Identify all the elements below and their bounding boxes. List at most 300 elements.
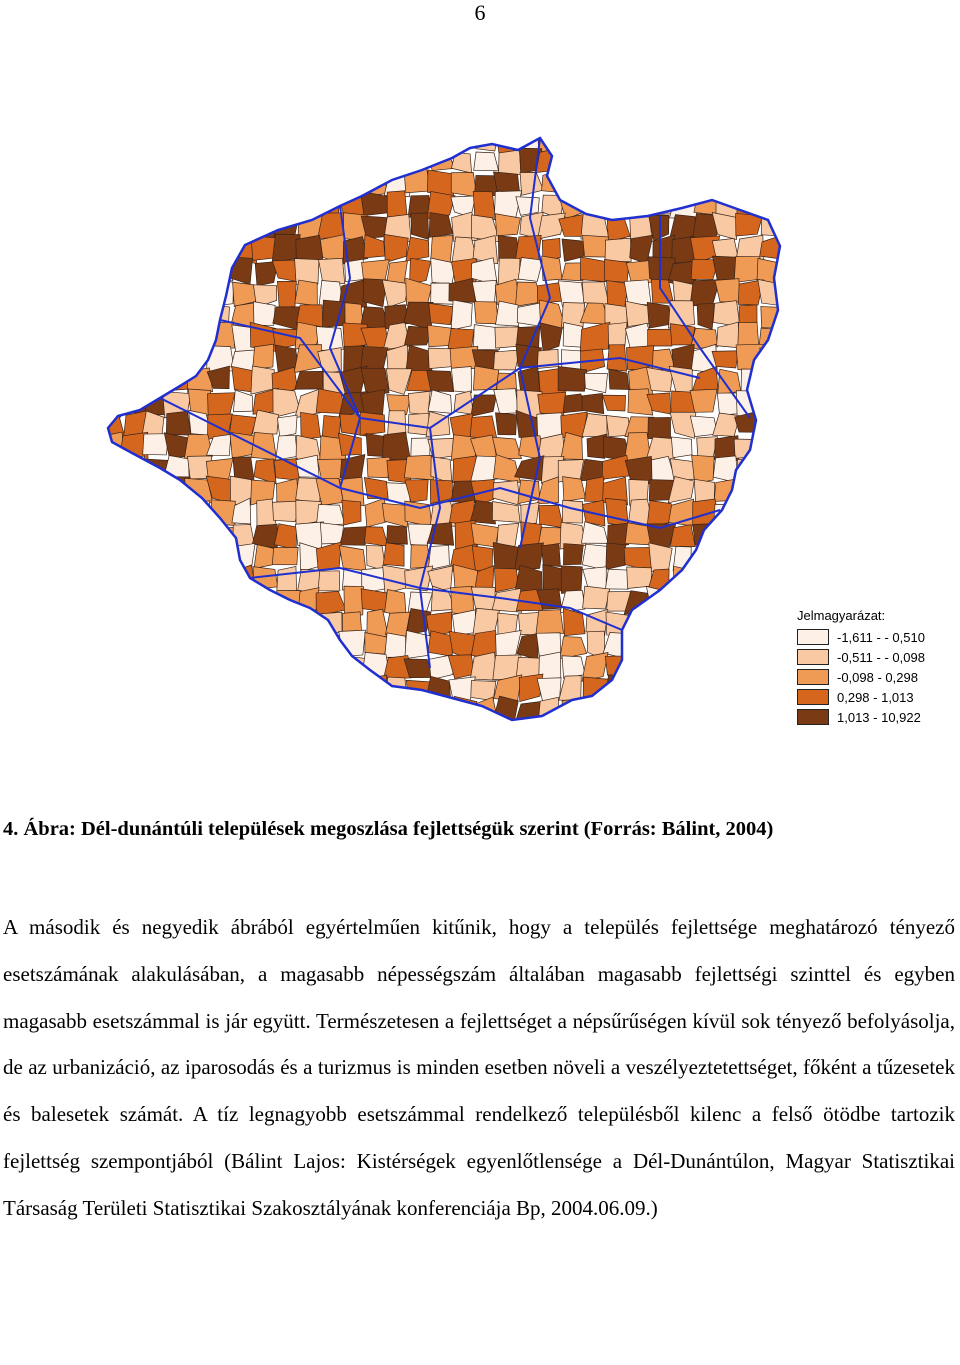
body-paragraph: A második és negyedik ábrából egyértelműen kitűnik, hogy a település fejlettsége meghatározó tényező esetszámának alakulásában, a magasabb népességszám általában magasabb fejlettségi szinttel és egyben magasabb esetszámmal is jár együtt. Természetesen a fejlettséget a népsűrűségen kívül sok tényező befolyásolja, de az urbanizáció, az iparosodás és a turizmus is minden esetben növeli a veszélyeztetettséget, főként a tűzesetek és balesetek számát. A tíz legnagyobb esetszámmal rendelkező településből kilenc a felső ötödbe tartozik fejlettség szempontjából (Bálint Lajos: Kistérségek egyenlőtlensége a Dél-Dunántúlon, Magyar Statisztikai Társaság Területi Statisztikai Szakosztályának konferenciája Bp, 2004.06.09.) xyxy=(3,915,955,1220)
settlement-cell xyxy=(758,611,785,631)
settlement-cell xyxy=(411,213,429,240)
settlement-cell xyxy=(299,652,322,680)
settlement-cell xyxy=(585,373,608,393)
settlement-cell xyxy=(757,456,782,479)
legend-title: Jelmagyarázat: xyxy=(797,608,886,623)
settlement-cell xyxy=(651,128,671,154)
settlement-cell xyxy=(100,306,123,326)
settlement-cell xyxy=(715,568,739,589)
settlement-cell xyxy=(100,172,123,198)
settlement-cell xyxy=(670,147,697,172)
settlement-cell xyxy=(234,744,257,748)
settlement-cell xyxy=(207,170,233,193)
settlement-cell xyxy=(409,128,430,152)
settlement-cell xyxy=(145,630,163,658)
settlement-cell xyxy=(140,653,169,678)
settlement-cell xyxy=(540,323,562,352)
settlement-cell xyxy=(735,657,758,682)
legend-label: -1,611 - - 0,510 xyxy=(837,629,925,645)
settlement-cell xyxy=(670,525,695,547)
settlement-cell xyxy=(100,543,124,570)
settlement-cell xyxy=(208,565,234,587)
settlement-cell xyxy=(559,725,581,747)
settlement-cell xyxy=(275,129,297,153)
settlement-cell xyxy=(185,260,213,285)
settlement-cell xyxy=(295,174,321,197)
settlement-cell xyxy=(759,699,785,724)
settlement-cell xyxy=(648,329,672,346)
settlement-cell xyxy=(147,345,170,373)
settlement-cell xyxy=(119,659,147,679)
settlement-cell xyxy=(339,722,367,742)
settlement-cell xyxy=(121,190,141,216)
settlement-cell xyxy=(141,149,169,175)
settlement-cell xyxy=(296,191,321,217)
settlement-cell xyxy=(297,721,323,746)
settlement-cell xyxy=(277,281,296,307)
settlement-cell xyxy=(206,346,234,371)
settlement-cell xyxy=(296,676,324,698)
settlement-cell xyxy=(758,279,785,305)
settlement-cell xyxy=(230,432,255,458)
settlement-cell xyxy=(185,702,213,724)
settlement-cell xyxy=(734,439,762,458)
legend-row xyxy=(797,667,957,687)
settlement-cell xyxy=(427,676,451,703)
settlement-cell xyxy=(232,655,257,680)
settlement-cell xyxy=(604,259,629,282)
settlement-cell xyxy=(100,701,126,726)
legend-label: 1,013 - 10,922 xyxy=(837,709,921,725)
settlement-cell xyxy=(230,587,255,614)
settlement-cell xyxy=(670,678,695,699)
settlement-cell xyxy=(493,720,517,748)
settlement-cell xyxy=(121,611,147,635)
settlement-cell xyxy=(778,323,800,348)
settlement-cell xyxy=(562,500,582,523)
settlement-cell xyxy=(764,392,781,416)
settlement-cell xyxy=(736,743,762,748)
settlement-cell xyxy=(561,566,582,594)
settlement-cell xyxy=(168,350,187,368)
settlement-cell xyxy=(714,587,740,613)
settlement-cell xyxy=(276,679,299,703)
settlement-cell xyxy=(712,153,738,176)
settlement-cell xyxy=(739,172,762,195)
settlement-cell xyxy=(518,258,543,282)
settlement-cell xyxy=(647,302,671,328)
settlement-cell xyxy=(252,410,278,434)
settlement-cell xyxy=(624,740,651,748)
settlement-cell xyxy=(759,653,785,681)
settlement-cell xyxy=(784,744,800,748)
settlement-cell xyxy=(779,171,800,194)
settlement-cell xyxy=(165,172,188,197)
settlement-cell xyxy=(119,740,147,748)
settlement-cell xyxy=(207,677,234,703)
settlement-cell xyxy=(119,566,143,593)
settlement-cell xyxy=(254,128,279,152)
settlement-cell xyxy=(230,611,256,637)
settlement-cell xyxy=(779,237,800,262)
settlement-cell xyxy=(783,146,800,173)
settlement-cell xyxy=(385,590,407,616)
settlement-cell xyxy=(318,571,340,591)
settlement-cell xyxy=(119,476,146,505)
settlement-cell xyxy=(536,610,564,634)
settlement-cell xyxy=(515,719,542,741)
settlement-cell xyxy=(429,303,453,325)
settlement-cell xyxy=(559,170,583,193)
settlement-cell xyxy=(277,722,300,747)
settlement-cell xyxy=(783,304,800,326)
settlement-cell xyxy=(121,389,148,414)
settlement-cell xyxy=(625,148,651,175)
settlement-cell xyxy=(609,369,630,389)
settlement-cell xyxy=(738,675,763,702)
settlement-cell xyxy=(100,279,119,304)
settlement-cell xyxy=(780,499,800,528)
settlement-cell xyxy=(119,237,146,262)
legend-label: -0,511 - - 0,098 xyxy=(837,649,925,665)
legend-swatch xyxy=(797,669,829,685)
settlement-cell xyxy=(163,523,189,545)
settlement-cell xyxy=(277,741,299,748)
settlement-cell xyxy=(191,721,210,745)
settlement-cell xyxy=(761,214,783,236)
settlement-cell xyxy=(562,656,585,679)
settlement-cell xyxy=(602,455,629,479)
settlement-cell xyxy=(713,128,742,154)
legend-swatch xyxy=(797,629,829,645)
settlement-cell xyxy=(670,699,694,721)
settlement-cell xyxy=(382,432,410,460)
settlement-cell xyxy=(580,741,604,748)
settlement-cell xyxy=(648,418,671,440)
settlement-cell xyxy=(697,303,714,329)
settlement-cell xyxy=(277,566,297,592)
settlement-cell xyxy=(363,740,390,748)
settlement-cell xyxy=(184,609,211,634)
settlement-cell xyxy=(404,455,434,480)
settlement-cell xyxy=(606,675,628,702)
settlement-cell xyxy=(671,587,698,614)
settlement-cell xyxy=(118,589,145,610)
settlement-cell xyxy=(361,390,385,416)
settlement-cell xyxy=(626,656,648,679)
settlement-cell xyxy=(189,278,212,308)
settlement-cell xyxy=(297,742,323,748)
settlement-cell xyxy=(427,371,454,392)
settlement-cell xyxy=(693,698,715,723)
settlement-cell xyxy=(101,658,125,681)
settlement-cell xyxy=(233,390,252,412)
map-legend xyxy=(797,607,957,727)
settlement-cell xyxy=(168,652,188,677)
settlement-cell xyxy=(322,415,340,439)
settlement-cell xyxy=(626,346,653,372)
settlement-cell xyxy=(103,525,123,546)
settlement-cell xyxy=(782,481,800,503)
settlement-cell xyxy=(778,435,800,458)
settlement-cell xyxy=(760,171,784,190)
settlement-cell xyxy=(277,415,297,437)
settlement-cell xyxy=(209,543,235,572)
settlement-cell xyxy=(407,147,427,171)
settlement-cell xyxy=(408,413,429,435)
settlement-cell xyxy=(582,544,607,570)
settlement-cell xyxy=(408,391,430,415)
settlement-cell xyxy=(669,128,695,148)
settlement-cell xyxy=(143,744,169,748)
settlement-cell xyxy=(366,152,386,175)
settlement-cell xyxy=(496,301,519,326)
settlement-cell xyxy=(538,721,564,745)
settlement-cell xyxy=(473,366,498,390)
settlement-cell xyxy=(429,212,453,237)
settlement-cell xyxy=(142,169,165,193)
settlement-cell xyxy=(273,307,300,330)
settlement-cell xyxy=(712,351,738,368)
settlement-cell xyxy=(714,545,740,569)
settlement-cell xyxy=(452,610,476,636)
settlement-cell xyxy=(539,505,564,528)
settlement-cell xyxy=(448,655,474,679)
settlement-cell xyxy=(100,479,124,506)
settlement-cell xyxy=(209,702,235,725)
settlement-cell xyxy=(186,130,213,151)
settlement-cell xyxy=(207,634,234,659)
settlement-cell xyxy=(140,476,166,505)
settlement-cell xyxy=(319,258,345,283)
settlement-cell xyxy=(585,477,605,502)
settlement-cell xyxy=(301,147,322,175)
settlement-cell xyxy=(735,701,760,720)
settlement-cell xyxy=(472,746,496,748)
settlement-cell xyxy=(408,742,430,748)
settlement-cell xyxy=(717,322,739,347)
settlement-cell xyxy=(541,544,560,567)
settlement-cell xyxy=(760,347,783,368)
settlement-cell xyxy=(118,170,143,195)
settlement-cell xyxy=(781,412,800,436)
settlement-cell xyxy=(229,725,255,746)
settlement-cell xyxy=(716,630,738,656)
settlement-cell xyxy=(342,743,363,748)
settlement-cell xyxy=(606,543,626,569)
settlement-cell xyxy=(206,194,233,219)
legend-row xyxy=(797,707,957,727)
settlement-cell xyxy=(301,412,321,439)
settlement-cell xyxy=(607,150,632,173)
settlement-cell xyxy=(671,719,694,745)
settlement-cell xyxy=(781,257,800,286)
settlement-cell xyxy=(757,503,785,526)
settlement-cell xyxy=(560,128,582,149)
settlement-cell xyxy=(275,657,300,679)
settlement-cell xyxy=(142,213,166,242)
page-number: 6 xyxy=(474,0,486,25)
settlement-cell xyxy=(361,720,388,742)
settlement-cell xyxy=(273,153,298,175)
settlement-cell xyxy=(229,146,255,173)
settlement-cell xyxy=(716,678,740,704)
settlement-cell xyxy=(100,195,125,219)
settlement-cell xyxy=(387,261,408,283)
settlement-cell xyxy=(649,680,668,703)
settlement-cell xyxy=(165,305,192,329)
settlement-cell xyxy=(691,654,720,680)
settlement-cell xyxy=(562,153,587,173)
settlement-cell xyxy=(185,590,212,614)
settlement-cell xyxy=(779,193,800,219)
settlement-cell xyxy=(319,652,346,681)
settlement-cell xyxy=(778,213,800,237)
settlement-cell xyxy=(140,329,169,348)
settlement-cell xyxy=(163,634,190,653)
settlement-cell xyxy=(625,608,650,637)
settlement-cell xyxy=(498,258,520,284)
settlement-cell xyxy=(428,699,453,722)
settlement-cell xyxy=(272,547,298,564)
settlement-cell xyxy=(781,128,800,152)
settlement-cell xyxy=(229,128,253,151)
settlement-cell xyxy=(256,146,279,173)
settlement-cell xyxy=(647,608,672,635)
settlement-cell xyxy=(165,543,191,565)
settlement-cell xyxy=(143,257,165,285)
settlement-cell xyxy=(122,212,144,237)
settlement-cell xyxy=(100,592,120,611)
settlement-cell xyxy=(605,238,631,262)
settlement-cell xyxy=(515,543,544,570)
settlement-cell xyxy=(100,152,124,173)
settlement-cell xyxy=(738,632,762,657)
settlement-cell xyxy=(384,234,408,262)
settlement-cell xyxy=(761,722,786,747)
settlement-cell xyxy=(580,322,610,352)
settlement-cell xyxy=(629,632,653,655)
settlement-cell xyxy=(166,219,191,236)
settlement-cell xyxy=(342,171,368,194)
settlement-cell xyxy=(779,348,800,370)
settlement-cell xyxy=(735,520,758,545)
settlement-cell xyxy=(559,676,581,701)
settlement-cell xyxy=(451,367,471,393)
settlement-cell xyxy=(759,678,784,703)
settlement-cell xyxy=(317,128,345,153)
settlement-cell xyxy=(277,613,300,637)
settlement-cell xyxy=(254,459,276,484)
settlement-cell xyxy=(586,150,605,174)
choropleth-map xyxy=(100,128,800,748)
settlement-cell xyxy=(693,630,716,658)
settlement-cell xyxy=(163,499,190,526)
settlement-cell xyxy=(272,260,298,282)
settlement-cell xyxy=(693,611,720,637)
settlement-cell xyxy=(580,131,609,154)
settlement-cell xyxy=(649,657,673,679)
settlement-cell xyxy=(319,697,346,725)
settlement-cell xyxy=(760,148,785,173)
settlement-cell xyxy=(582,393,604,413)
settlement-cell xyxy=(279,631,298,656)
settlement-cell xyxy=(735,609,761,634)
settlement-cell xyxy=(364,130,384,149)
settlement-cell xyxy=(162,614,186,635)
settlement-cell xyxy=(118,367,141,393)
settlement-cell xyxy=(406,278,432,305)
settlement-cell xyxy=(691,589,714,612)
settlement-cell xyxy=(120,344,146,373)
settlement-cell xyxy=(123,128,146,152)
settlement-cell xyxy=(495,413,516,435)
settlement-cell xyxy=(757,411,783,434)
settlement-cell xyxy=(121,633,147,658)
settlement-cell xyxy=(207,654,230,681)
settlement-cell xyxy=(163,128,190,149)
settlement-cell xyxy=(187,676,214,700)
settlement-cell xyxy=(362,700,388,723)
settlement-cell xyxy=(187,324,213,349)
settlement-cell xyxy=(650,633,674,656)
legend-row xyxy=(797,687,957,707)
legend-label: -0,098 - 0,298 xyxy=(837,669,918,685)
settlement-cell xyxy=(251,742,280,748)
settlement-cell xyxy=(627,567,652,589)
settlement-cell xyxy=(739,719,763,745)
settlement-cell xyxy=(185,567,211,590)
settlement-cell xyxy=(254,610,280,637)
settlement-cell xyxy=(253,677,277,703)
settlement-cell xyxy=(123,522,147,548)
settlement-cell xyxy=(739,128,760,152)
settlement-cell xyxy=(669,744,693,748)
settlement-cell xyxy=(387,718,409,743)
settlement-cell xyxy=(101,502,124,526)
settlement-cell xyxy=(779,393,800,415)
settlement-cell xyxy=(102,128,122,152)
settlement-cell xyxy=(186,303,210,329)
settlement-cell xyxy=(295,371,323,389)
settlement-cell xyxy=(229,168,257,198)
settlement-cell xyxy=(254,655,278,678)
settlement-cell xyxy=(756,570,783,591)
settlement-cell xyxy=(186,190,212,220)
settlement-cell xyxy=(473,721,496,748)
settlement-cell xyxy=(320,720,345,747)
settlement-cell xyxy=(164,700,191,726)
settlement-cell xyxy=(563,743,587,748)
settlement-cell xyxy=(163,236,191,264)
settlement-cell xyxy=(101,391,121,417)
settlement-cell xyxy=(141,278,166,303)
settlement-cell xyxy=(317,172,346,196)
settlement-cell xyxy=(252,524,277,548)
settlement-cell xyxy=(187,631,209,654)
settlement-cell xyxy=(295,128,317,148)
settlement-cell xyxy=(760,130,786,154)
settlement-cell xyxy=(758,433,783,459)
settlement-cell xyxy=(143,434,169,455)
settlement-cell xyxy=(387,147,410,173)
settlement-cell xyxy=(736,590,761,612)
settlement-cell xyxy=(779,457,800,482)
settlement-cell xyxy=(166,680,188,701)
settlement-cell xyxy=(145,370,166,395)
settlement-cell xyxy=(231,219,255,240)
settlement-cell xyxy=(494,389,519,414)
